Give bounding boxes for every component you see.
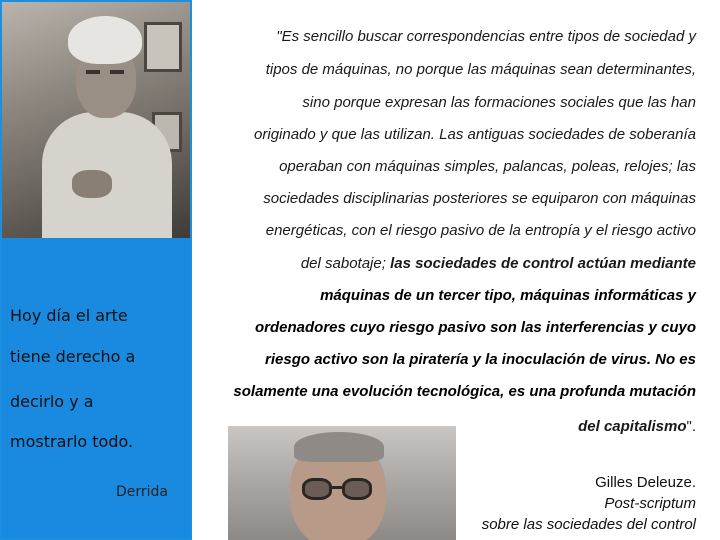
quote-bold-line: ordenadores cuyo riesgo pasivo son las interferencias y cuyo bbox=[255, 319, 696, 336]
derrida-quote-line: decirlo y a bbox=[10, 392, 94, 411]
quote-bold-fragment: las sociedades de control actúan mediante bbox=[390, 255, 696, 272]
glasses-lens bbox=[342, 478, 372, 500]
eye-shape bbox=[110, 70, 124, 74]
quote-line: originado y que las utilizan. Las antiguas sociedades de soberanía bbox=[254, 126, 696, 143]
work-title-line: sobre las sociedades del control bbox=[481, 516, 696, 533]
derrida-quote-line: tiene derecho a bbox=[10, 347, 136, 366]
quote-line: "Es sencillo buscar correspondencias entre tipos de sociedad y bbox=[276, 28, 696, 45]
author-name: Gilles Deleuze. bbox=[595, 474, 696, 491]
glasses-lens bbox=[302, 478, 332, 500]
quote-regular-fragment: del sabotaje; bbox=[300, 255, 391, 272]
quote-line: sino porque expresan las formaciones sociales que las han bbox=[302, 94, 696, 111]
deleuze-attribution bbox=[482, 472, 696, 535]
quote-closing-mark: ". bbox=[686, 418, 696, 435]
work-title-line: Post-scriptum bbox=[604, 495, 696, 512]
hair-shape bbox=[68, 16, 142, 64]
glasses-bridge bbox=[332, 486, 342, 489]
hand-shape bbox=[72, 170, 112, 198]
quote-bold-fragment: del capitalismo bbox=[578, 418, 687, 435]
quote-line: tipos de máquinas, no porque las máquinas sean determinantes, bbox=[265, 61, 696, 78]
derrida-quote-line: Hoy día el arte bbox=[10, 306, 128, 325]
hair-shape bbox=[294, 432, 384, 462]
wall-frame bbox=[144, 22, 182, 72]
quote-bold-line: solamente una evolución tecnológica, es una profunda mutación bbox=[233, 383, 696, 400]
deleuze-portrait-photo bbox=[228, 426, 456, 540]
eye-shape bbox=[86, 70, 100, 74]
derrida-portrait-photo bbox=[2, 2, 190, 238]
derrida-quote-line: mostrarlo todo. bbox=[10, 432, 134, 451]
quote-bold-line: máquinas de un tercer tipo, máquinas informáticas y bbox=[320, 287, 696, 304]
quote-bold-line: riesgo activo son la piratería y la inoculación de virus. No es bbox=[265, 351, 696, 368]
quote-last-line bbox=[578, 418, 696, 435]
quote-line-mixed bbox=[301, 255, 696, 272]
quote-line: energéticas, con el riesgo pasivo de la entropía y el riesgo activo bbox=[265, 222, 696, 239]
quote-line: operaban con máquinas simples, palancas, poleas, relojes; las bbox=[279, 158, 696, 175]
derrida-author-label: Derrida bbox=[116, 484, 169, 500]
quote-line: sociedades disciplinarias posteriores se equiparon con máquinas bbox=[263, 190, 696, 207]
